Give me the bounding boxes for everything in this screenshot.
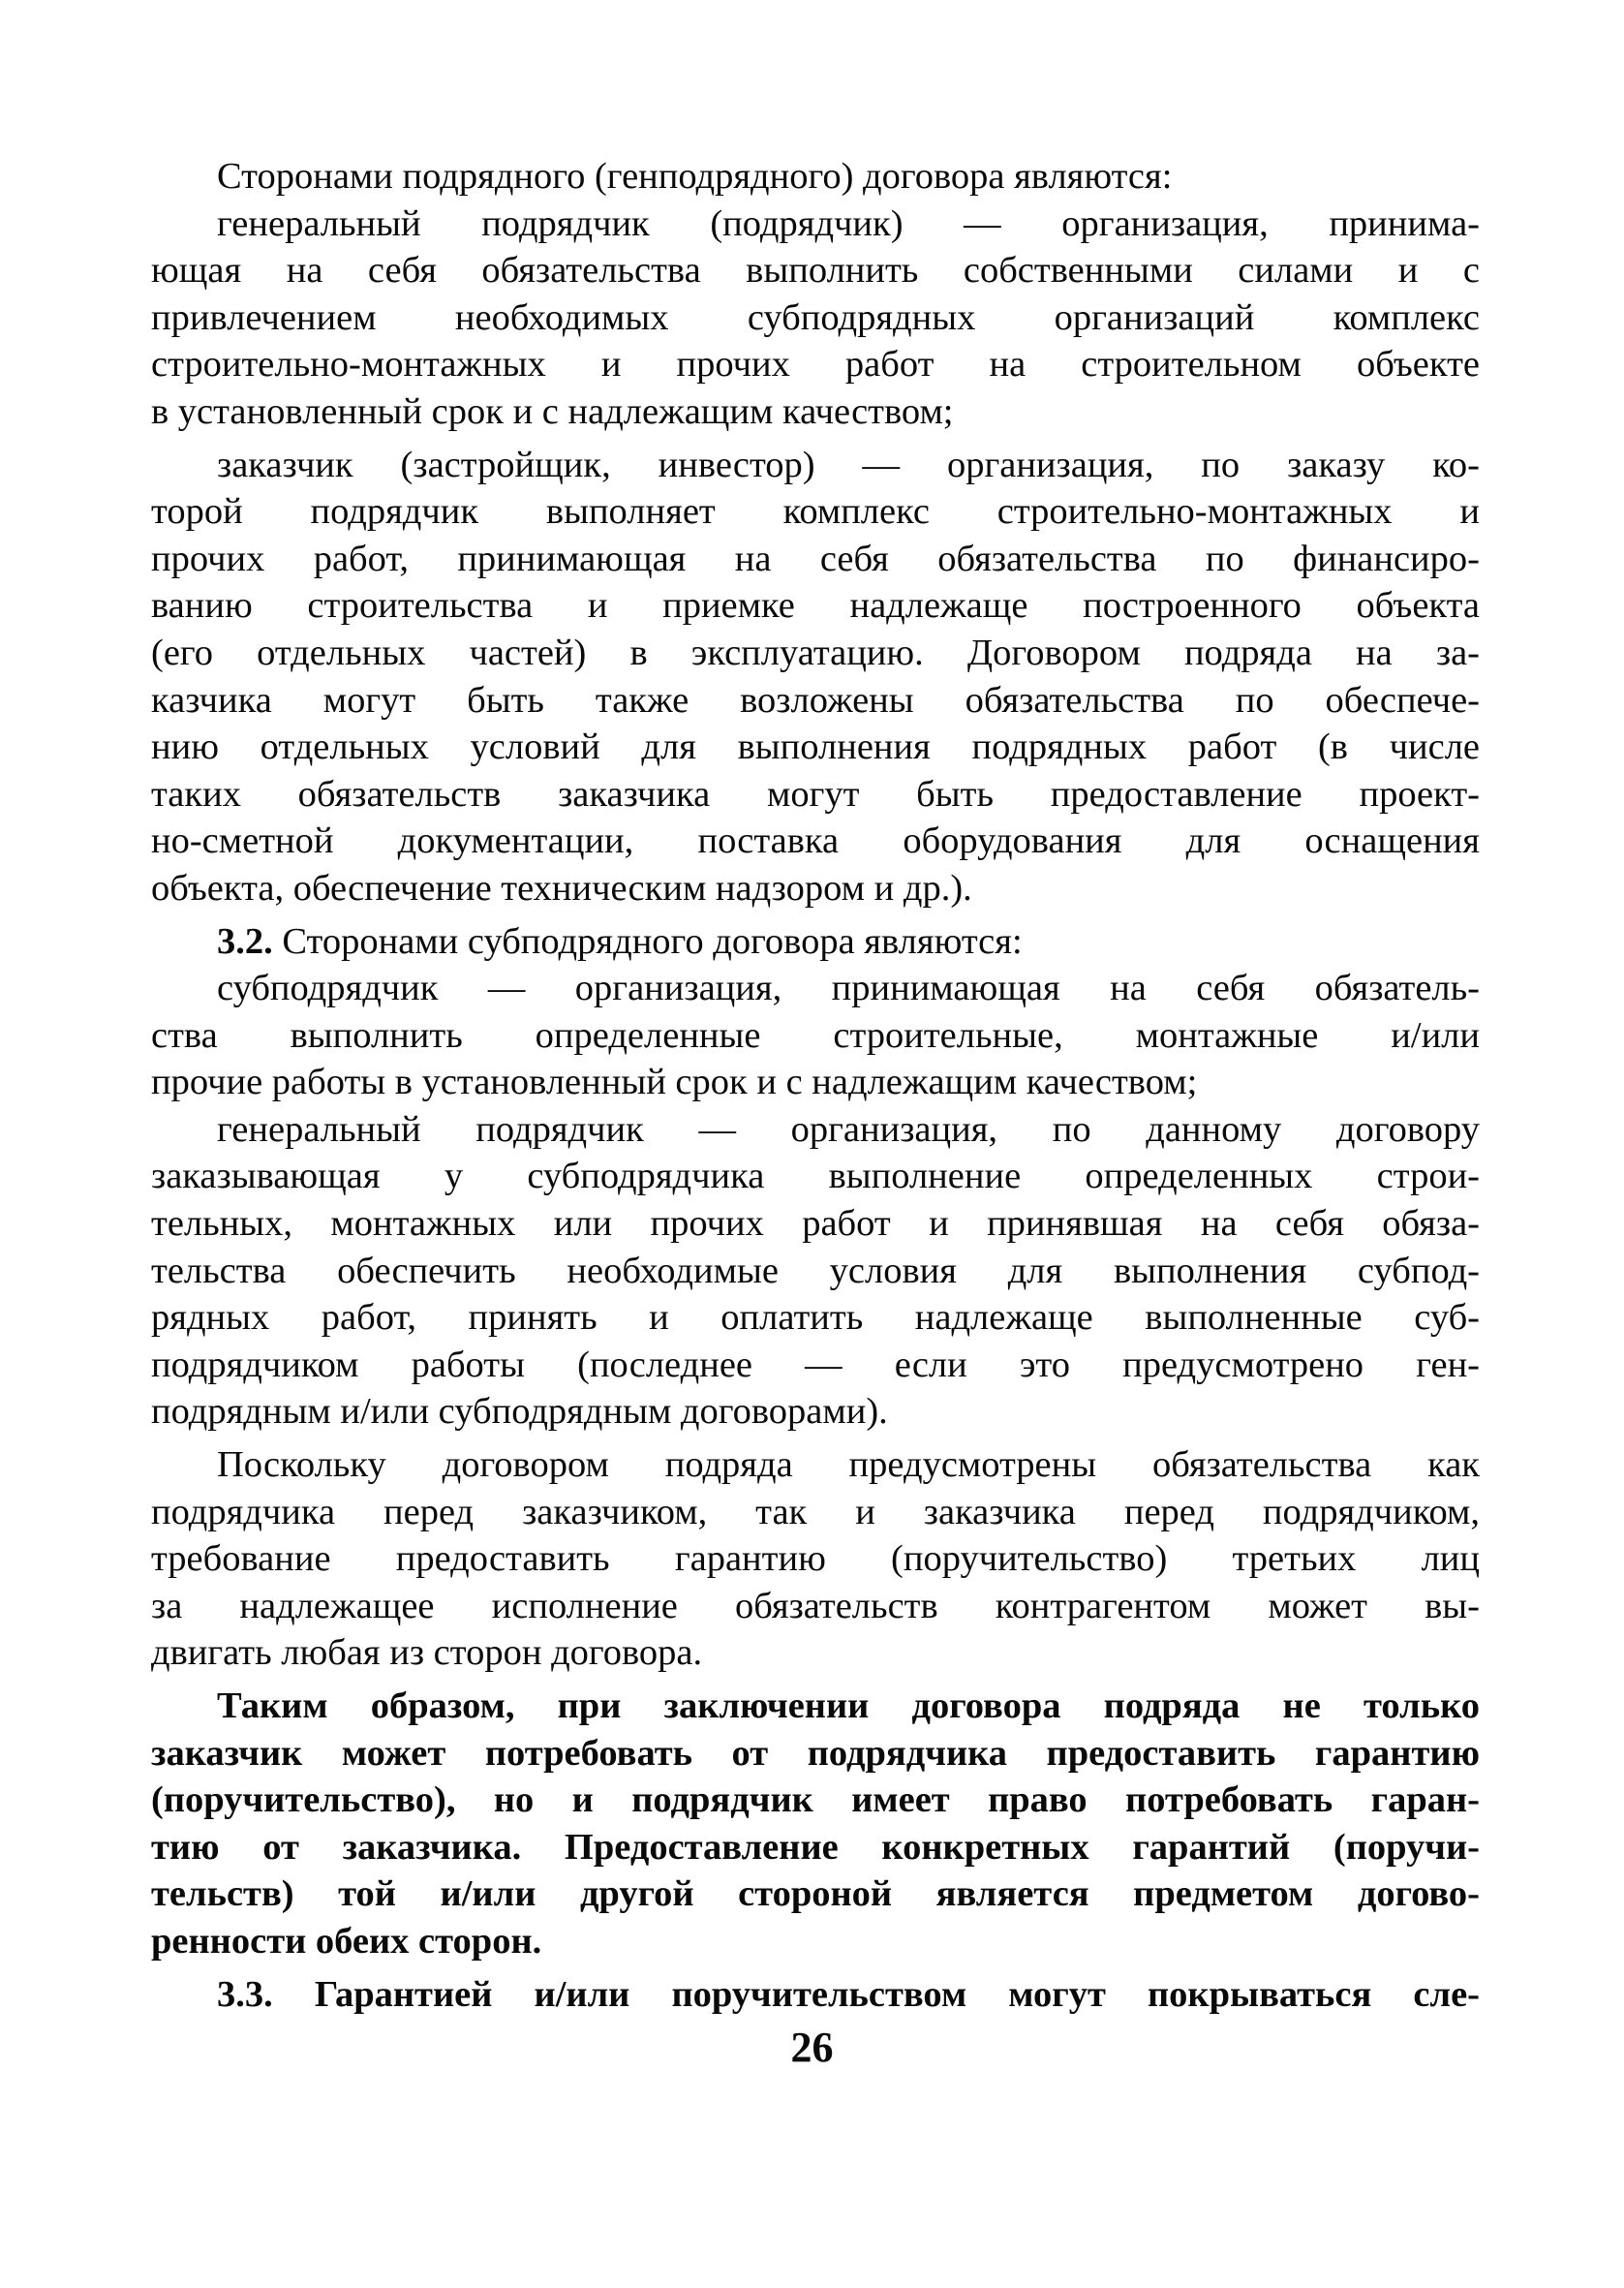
text-line: торой подрядчик выполняет комплекс строительно-монтажных и xyxy=(151,491,1480,533)
customer-definition xyxy=(151,442,1480,912)
text-line: тельств) той и/или другой стороной является предметом догово- xyxy=(151,1873,1480,1915)
text-line: двигать любая из сторон договора. xyxy=(151,1632,703,1674)
page-number: 26 xyxy=(790,2024,834,2071)
text-line: (его отдельных частей) в эксплуатацию. Договором подряда на за- xyxy=(151,632,1480,673)
text-line: ванию строительства и приемке надлежаще построенного объекта xyxy=(151,585,1480,627)
text-line: тельных, монтажных или прочих работ и принявшая на себя обяза- xyxy=(151,1203,1480,1245)
text-line: за надлежащее исполнение обязательств контрагентом может вы- xyxy=(151,1585,1480,1626)
subcontractor-definition xyxy=(151,965,1480,1106)
text-line: генеральный подрядчик — организация, по данному договору xyxy=(217,1108,1480,1150)
text-line xyxy=(151,918,1480,966)
text-line: прочие работы в установленный срок и с надлежащим качеством; xyxy=(151,1062,1198,1103)
text-line: прочих работ, принимающая на себя обязательства по финансиро- xyxy=(151,538,1480,579)
text-line: рядных работ, принять и оплатить надлежаще выполненные суб- xyxy=(151,1297,1480,1339)
text-line: ства выполнить определенные строительные, монтажные и/или xyxy=(151,1014,1480,1056)
general-contractor-subcontract-definition xyxy=(151,1106,1480,1436)
text-line xyxy=(151,1971,1480,2019)
section-3-3 xyxy=(151,1971,1480,2019)
text-line: ренности обеих сторон. xyxy=(151,1920,542,1962)
text-line: заказчик может потребовать от подрядчика предоставить гарантию xyxy=(151,1732,1480,1774)
text-line: но-сметной документации, поставка оборудования для оснащения xyxy=(151,820,1480,862)
text-line: привлечением необходимых субподрядных организаций комплекс xyxy=(151,296,1480,338)
text-line: требование предоставить гарантию (поручительство) третьих лиц xyxy=(151,1538,1480,1580)
text-line: тию от заказчика. Предоставление конкретных гарантий (поручи- xyxy=(151,1826,1480,1868)
text-line: ющая на себя обязательства выполнить собственными силами и с xyxy=(151,250,1480,292)
parties-heading xyxy=(151,153,1480,201)
guarantee-conclusion xyxy=(151,1683,1480,1965)
section-3-2 xyxy=(151,918,1480,966)
text-line: казчика могут быть также возложены обязательства по обеспече- xyxy=(151,679,1480,721)
text-line: Таким образом, при заключении договора подряда не только xyxy=(217,1685,1480,1726)
section-number: 3.2. xyxy=(217,920,273,962)
text-line: подрядным и/или субподрядным договорами). xyxy=(151,1391,888,1433)
section-text: Сторонами субподрядного договора являются: xyxy=(272,920,1023,962)
text-line: субподрядчик — организация, принимающая на себя обязатель- xyxy=(217,968,1480,1009)
text-line: в установленный срок и с надлежащим качеством; xyxy=(151,390,954,432)
section-text: Гарантией и/или поручительством могут покрываться сле- xyxy=(272,1973,1480,2015)
text-line: нию отдельных условий для выполнения подрядных работ (в числе xyxy=(151,727,1480,768)
mutual-obligations xyxy=(151,1441,1480,1677)
text-line: (поручительство), но и подрядчик имеет право потребовать гаран- xyxy=(151,1779,1480,1821)
text-line: строительно-монтажных и прочих работ на строительном объекте xyxy=(151,344,1480,386)
page-body xyxy=(151,153,1480,2018)
general-contractor-definition xyxy=(151,201,1480,436)
text-line: тельства обеспечить необходимые условия для выполнения субпод- xyxy=(151,1250,1480,1291)
text-line: подрядчиком работы (последнее — если это предусмотрено ген- xyxy=(151,1344,1480,1385)
text-line: объекта, обеспечение техническим надзором и др.). xyxy=(151,867,972,909)
text-line: заказывающая у субподрядчика выполнение определенных строи- xyxy=(151,1156,1480,1197)
text-line: таких обязательств заказчика могут быть предоставление проект- xyxy=(151,773,1480,815)
text-line: Сторонами подрядного (генподрядного) договора являются: xyxy=(217,156,1173,197)
text-line: подрядчика перед заказчиком, так и заказчика перед подрядчиком, xyxy=(151,1491,1480,1532)
text-line: заказчик (застройщик, инвестор) — организация, по заказу ко- xyxy=(217,444,1480,485)
text-line: Поскольку договором подряда предусмотрены обязательства как xyxy=(217,1444,1480,1486)
section-number: 3.3. xyxy=(217,1973,273,2015)
text-line: генеральный подрядчик (подрядчик) — организация, принима- xyxy=(217,202,1480,244)
